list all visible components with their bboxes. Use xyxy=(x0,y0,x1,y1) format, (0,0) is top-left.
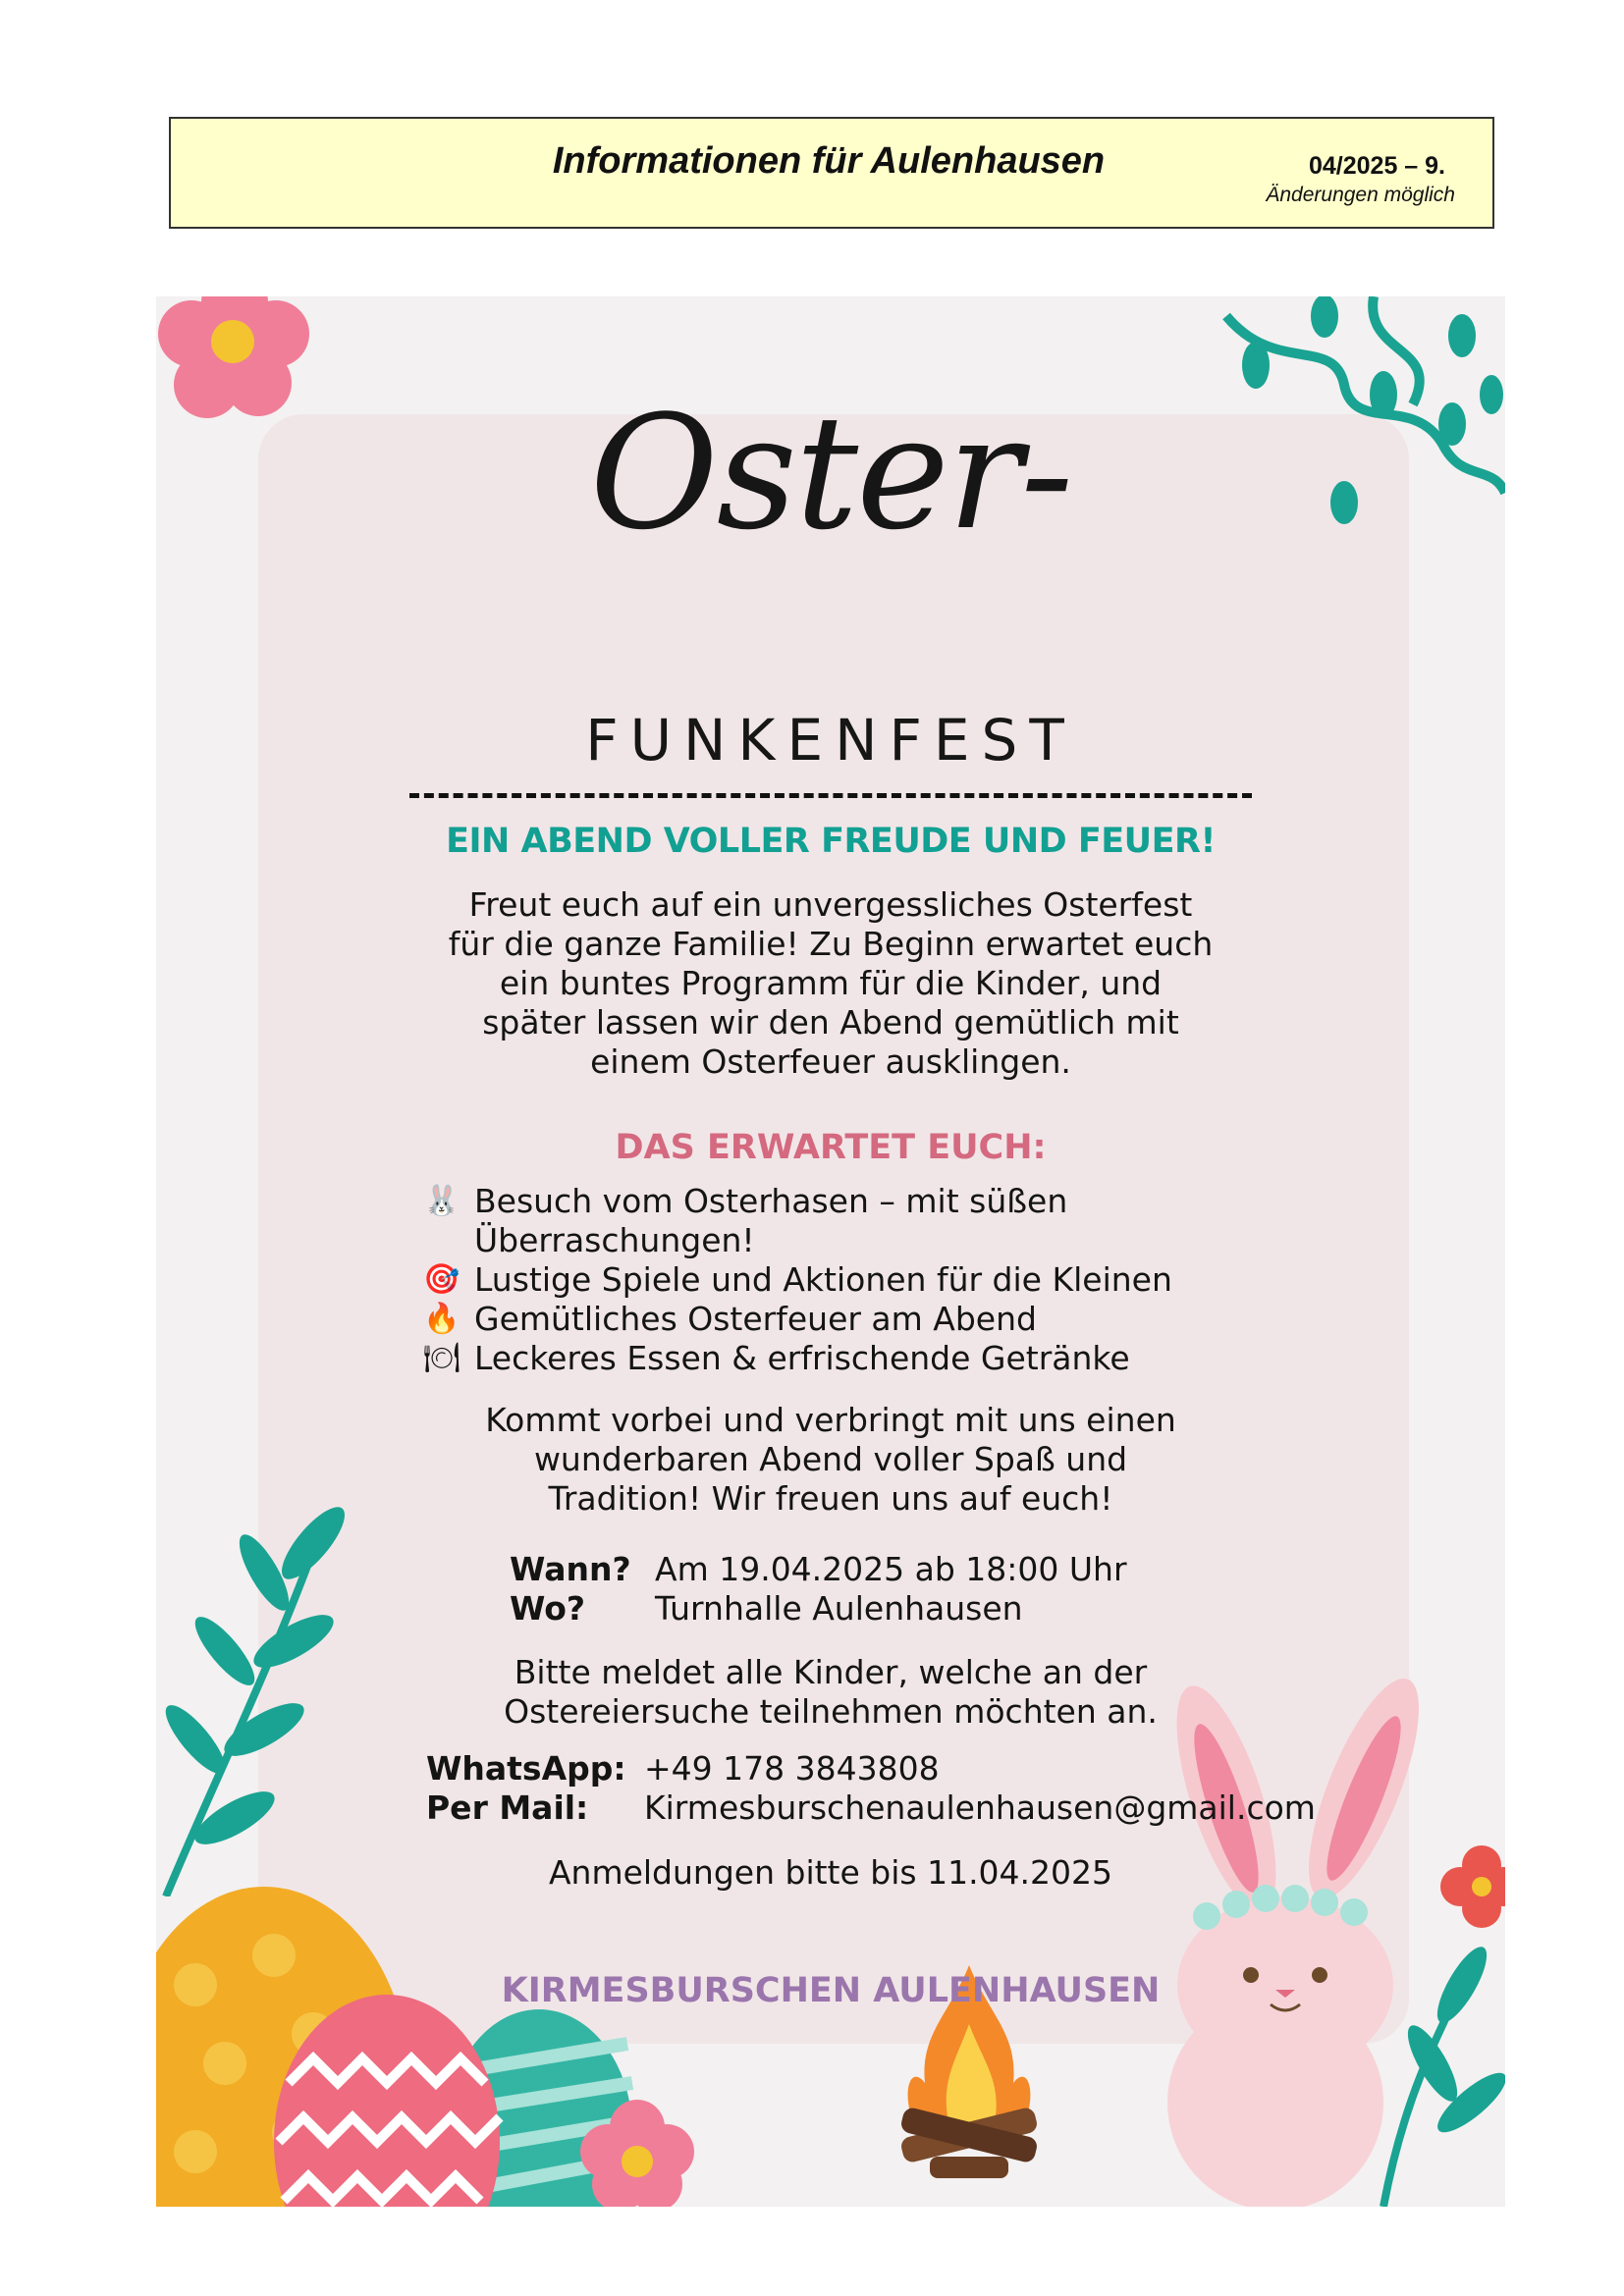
closing-line: Kommt vorbei und verbringt mit uns einen xyxy=(485,1401,1176,1439)
script-title: Oster- xyxy=(589,381,1072,564)
bunny-icon: 🐰 xyxy=(423,1184,460,1218)
event-details xyxy=(510,1550,1127,1629)
easter-flyer xyxy=(156,296,1505,2207)
list-item xyxy=(417,1339,1301,1378)
contact-details xyxy=(426,1749,1316,1828)
closing-line: Tradition! Wir freuen uns auf euch! xyxy=(548,1479,1113,1518)
intro-paragraph xyxy=(156,885,1505,1082)
whatsapp-label: WhatsApp: xyxy=(426,1749,626,1788)
where-label: Wo? xyxy=(510,1589,586,1628)
fire-icon: 🔥 xyxy=(423,1302,460,1336)
list-item xyxy=(417,1182,1301,1260)
list-item-text: Lustige Spiele und Aktionen für die Kleinen xyxy=(474,1260,1172,1299)
intro-line: ein buntes Programm für die Kinder, und xyxy=(499,964,1163,1002)
subtitle: EIN ABEND VOLLER FREUDE UND FEUER! xyxy=(446,822,1216,861)
intro-line: einem Osterfeuer ausklingen. xyxy=(590,1042,1071,1081)
issue-number: 04/2025 – 9. xyxy=(1308,152,1445,180)
list-item-text: Gemütliches Osterfeuer am Abend xyxy=(474,1300,1037,1338)
target-icon: 🎯 xyxy=(423,1262,460,1297)
closing-paragraph xyxy=(156,1401,1505,1519)
registration-note xyxy=(156,1653,1505,1732)
closing-line: wunderbaren Abend voller Spaß und xyxy=(533,1440,1128,1478)
when-label: Wann? xyxy=(510,1550,631,1588)
list-item xyxy=(417,1260,1301,1300)
when-row xyxy=(510,1550,1127,1589)
title-divider xyxy=(409,793,1252,798)
header-title: Informationen für Aulenhausen xyxy=(552,140,1106,182)
header-box xyxy=(169,117,1494,229)
registration-line: Bitte meldet alle Kinder, welche an der xyxy=(514,1653,1148,1691)
plate-icon: 🍽 xyxy=(422,1341,461,1375)
registration-line: Ostereiersuche teilnehmen möchten an. xyxy=(504,1692,1158,1731)
intro-line: für die ganze Familie! Zu Beginn erwartet euch xyxy=(448,925,1214,963)
whatsapp-row xyxy=(426,1749,1316,1789)
intro-line: später lassen wir den Abend gemütlich mit xyxy=(482,1003,1179,1041)
expect-heading: DAS ERWARTET EUCH: xyxy=(615,1128,1047,1167)
mail-label: Per Mail: xyxy=(426,1789,589,1827)
expect-list xyxy=(417,1182,1301,1378)
event-title: FUNKENFEST xyxy=(585,707,1076,774)
intro-line: Freut euch auf ein unvergessliches Osterfest xyxy=(468,885,1193,924)
list-item-text: Besuch vom Osterhasen – mit süßen xyxy=(474,1182,1068,1220)
mail-row xyxy=(426,1789,1316,1828)
where-value: Turnhalle Aulenhausen xyxy=(655,1589,1023,1628)
where-row xyxy=(510,1589,1127,1629)
list-item xyxy=(417,1300,1301,1339)
when-value: Am 19.04.2025 ab 18:00 Uhr xyxy=(655,1550,1127,1588)
list-item-text: Überraschungen! xyxy=(474,1221,755,1259)
changes-note: Änderungen möglich xyxy=(1266,184,1455,206)
registration-deadline: Anmeldungen bitte bis 11.04.2025 xyxy=(548,1853,1113,1892)
whatsapp-number: +49 178 3843808 xyxy=(644,1749,940,1788)
mail-address: Kirmesburschenaulenhausen@gmail.com xyxy=(644,1789,1316,1827)
list-item-text: Leckeres Essen & erfrischende Getränke xyxy=(474,1339,1130,1377)
organizer-signature: KIRMESBURSCHEN AULENHAUSEN xyxy=(501,1971,1161,2010)
